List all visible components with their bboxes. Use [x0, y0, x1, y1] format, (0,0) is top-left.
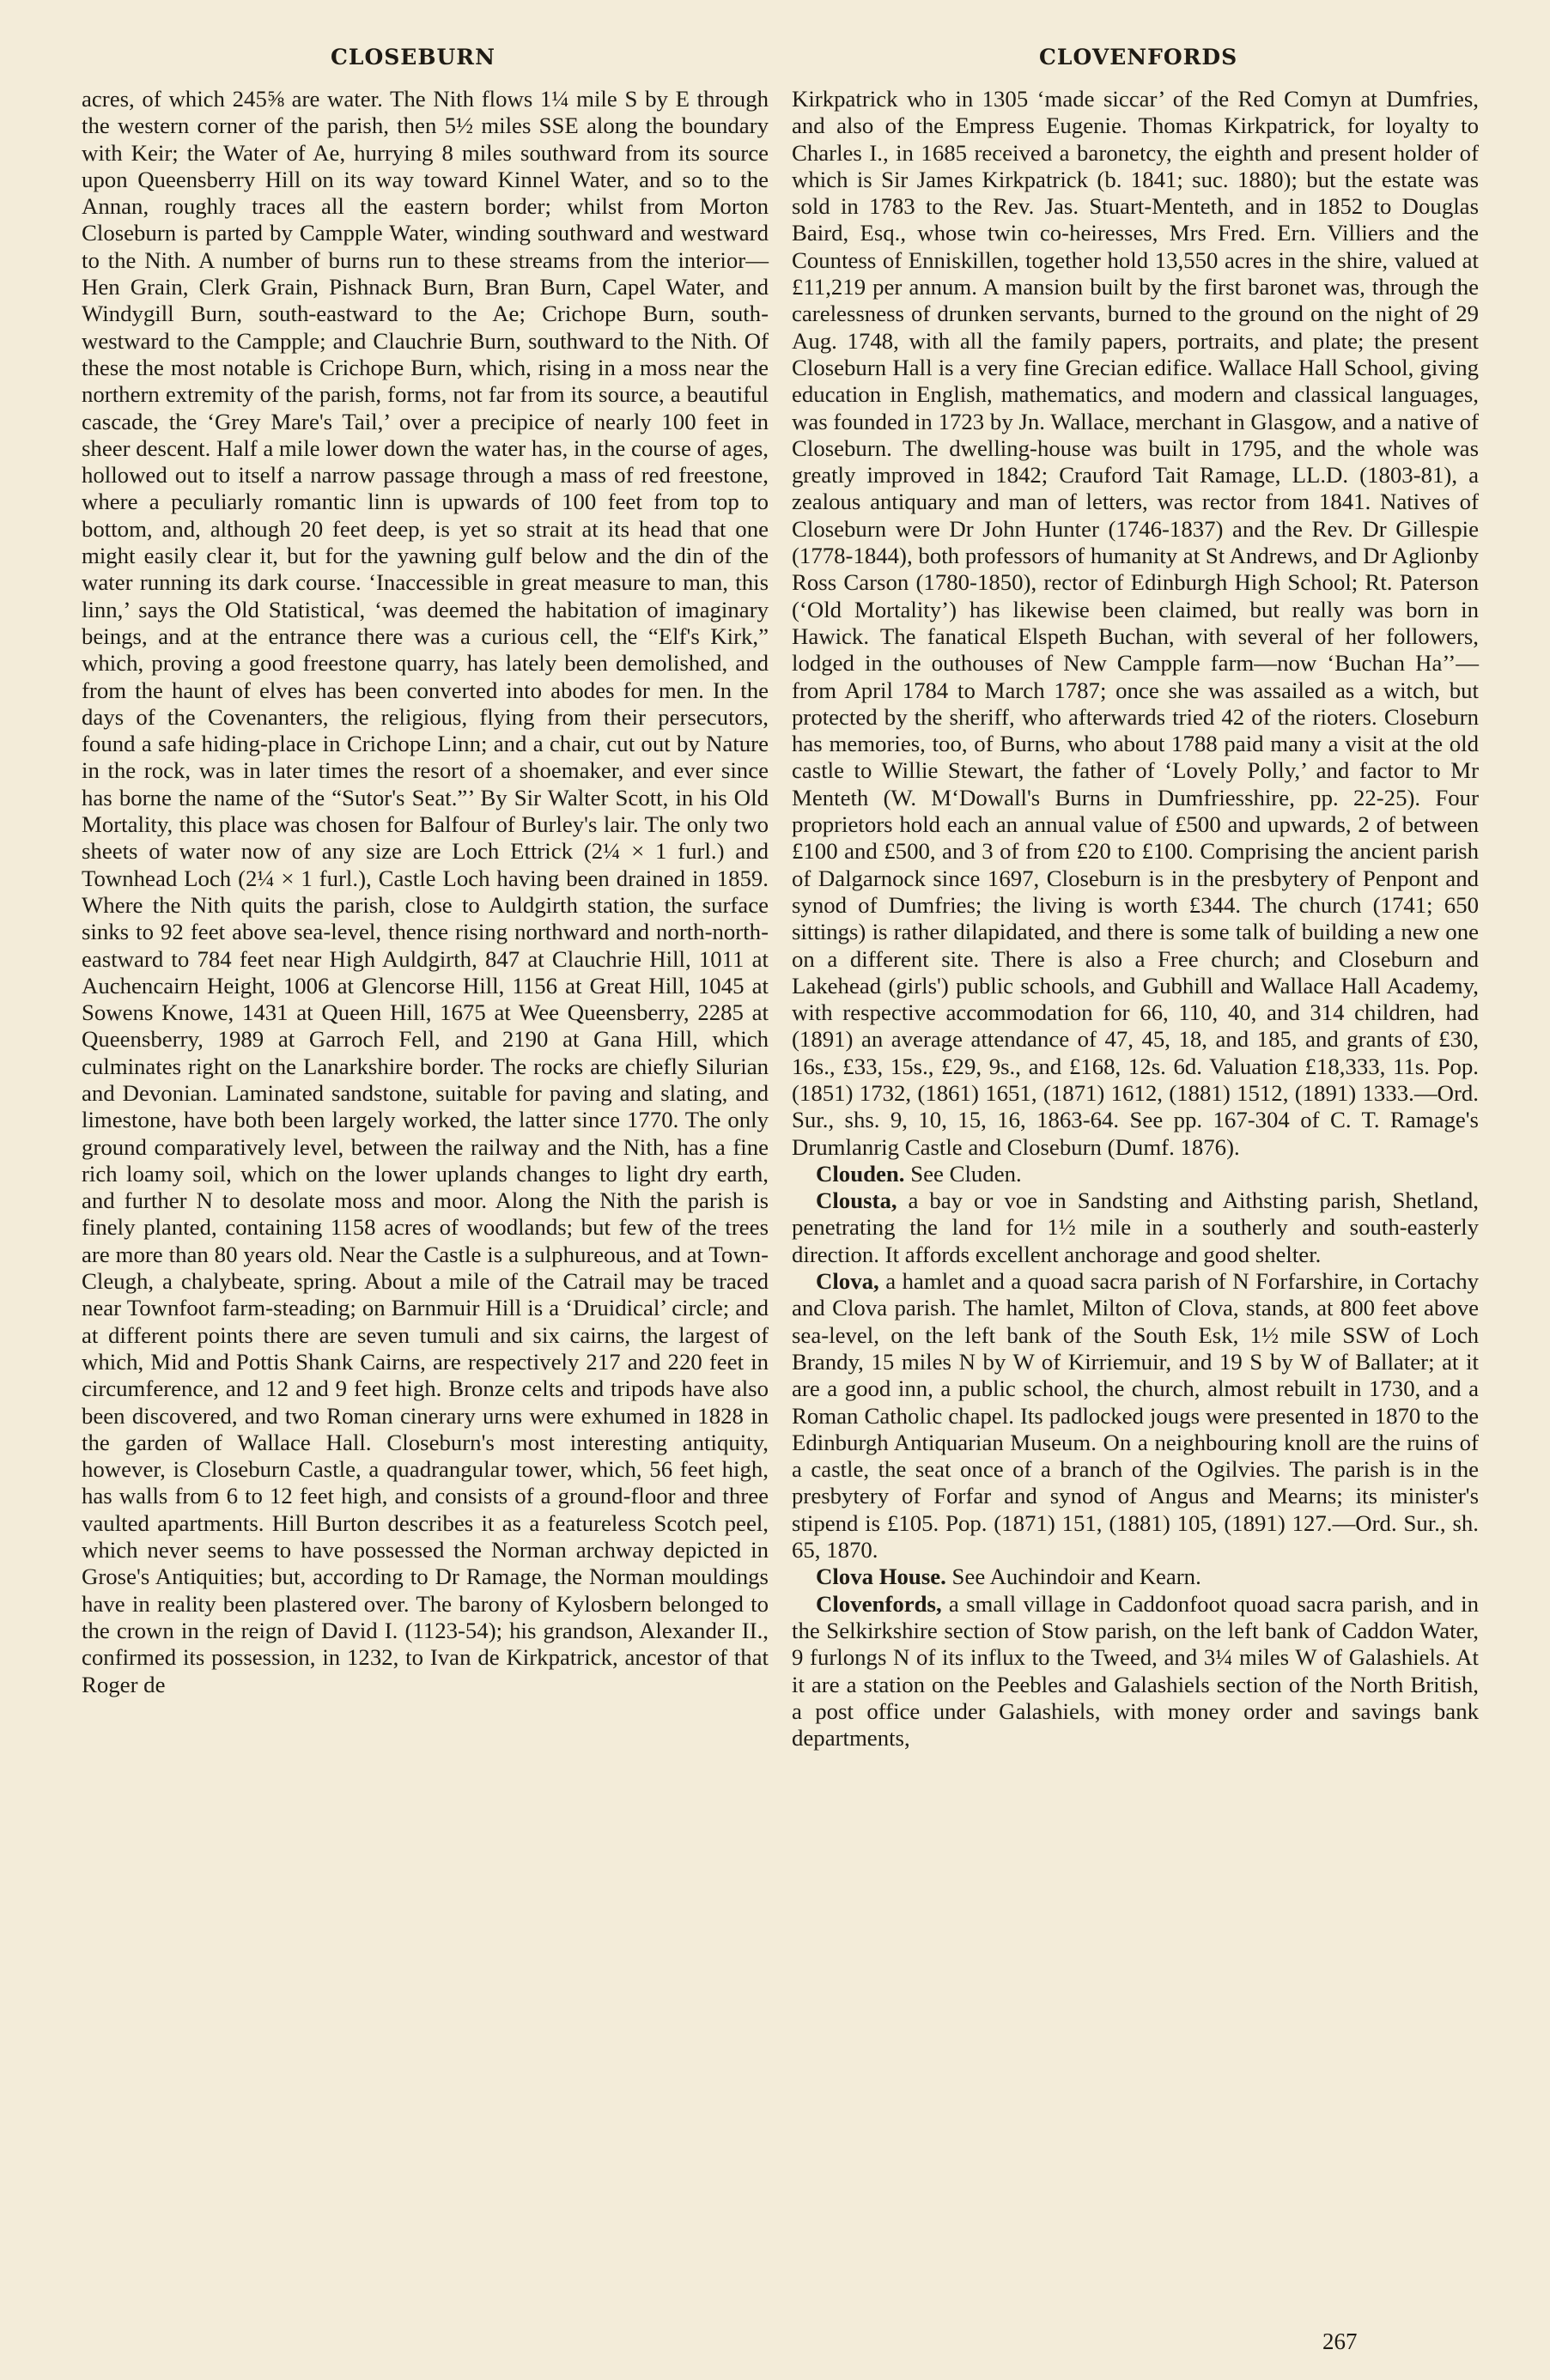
entry-clovenfords — [792, 1591, 1479, 1752]
closeburn-continuation: acres, of which 245⅝ are water. The Nith flows 1¼ mile S by E through the western corner of the parish, then 5½ miles SSE along the boundary with Keir; the Water of Ae, hurrying 8 miles southward from its source upon Queensberry Hill on its way toward Kinnel Water, and so to the Annan, roughly traces all the eastern border; whilst from Morton Closeburn is parted by Campple Water, winding southward and westward to the Nith. A number of burns run to these streams from the interior—Hen Grain, Clerk Grain, Pishnack Burn, Bran Burn, Capel Water, and Windygill Burn, south-eastward to the Ae; Crichope Burn, south-westward to the Campple; and Clauchrie Burn, southward to the Nith. Of these the most notable is Crichope Burn, which, rising in a moss near the northern extremity of the parish, forms, not far from its source, a beautiful cascade, the ‘Grey Mare's Tail,’ over a precipice of nearly 100 feet in sheer descent. Half a mile lower down the water has, in the course of ages, hollowed out to itself a narrow passage through a mass of red freestone, where a peculiarly romantic linn is upwards of 100 feet from top to bottom, and, although 20 feet deep, is yet so strait at its head that one might easily clear it, but for the yawning gulf below and the din of the water running its dark course. ‘Inaccessible in great measure to man, this linn,’ says the Old Statistical, ‘was deemed the habitation of imaginary beings, and at the entrance there was a curious cell, the “Elf's Kirk,” which, proving a good freestone quarry, has lately been demolished, and from the haunt of elves has been converted into abodes for men. In the days of the Covenanters, the religious, flying from their persecutors, found a safe hiding-place in Crichope Linn; and a chair, cut out by Nature in the rock, was in later times the resort of a shoemaker, and ever since has borne the name of the “Sutor's Seat.”’ By Sir Walter Scott, in his Old Mortality, this place was chosen for Balfour of Burley's lair. The only two sheets of water now of any size are Loch Ettrick (2¼ × 1 furl.) and Townhead Loch (2¼ × 1 furl.), Castle Loch having been drained in 1859. Where the Nith quits the parish, close to Auldgirth station, the surface sinks to 92 feet above sea-level, thence rising northward and north-north-eastward to 784 feet near High Auldgirth, 847 at Clauchrie Hill, 1011 at Auchencairn Height, 1006 at Glencorse Hill, 1156 at Great Hill, 1045 at Sowens Knowe, 1431 at Queen Hill, 1675 at Wee Queensberry, 2285 at Queensberry, 1989 at Garroch Fell, and 2190 at Gana Hill, which culminates right on the Lanarkshire border. The rocks are chiefly Silurian and Devonian. Laminated sandstone, suitable for paving and slating, and limestone, have both been largely worked, the latter since 1770. The only ground comparatively level, between the railway and the Nith, has a fine rich loamy soil, which on the lower uplands changes to light dry earth, and further N to desolate moss and moor. Along the Nith the parish is finely planted, containing 1158 acres of woodlands; but few of the trees are more than 80 years old. Near the Castle is a sulphureous, and at Town-Cleugh, a chalybeate, spring. About a mile of the Catrail may be traced near Townfoot farm-steading; on Barnmuir Hill is a ‘Druidical’ circle; and at different points there are seven tumuli and six cairns, the largest of which, Mid and Pottis Shank Cairns, are respectively 217 and 220 feet in circumference, and 12 and 9 feet high. Bronze celts and tripods have also been discovered, and two Roman cinerary urns were exhumed in 1828 in the garden of Wallace Hall. Closeburn's most interesting antiquity, however, is Closeburn Castle, a quadrangular tower, which, 56 feet high, has walls from 6 to 12 feet high, and consists of a ground-floor and three vaulted apartments. Hill Burton describes it as a featureless Scotch peel, which never seems to have possessed the Norman archway depicted in Grose's Antiquities; but, according to Dr Ramage, the Norman mouldings have in reality been plastered over. The barony of Kylosbern belonged to the crown in the reign of David I. (1123-54); his grandson, Alexander II., confirmed its possession, in 1232, to Ivan de Kirkpatrick, ancestor of that Roger de — [82, 86, 769, 1697]
entry-text: a small village in Caddonfoot quoad sacra parish, and in the Selkirkshire section of Stow parish, on the left bank of Caddon Water, 9 furlongs N of its influx to the Tweed, and 3¼ miles W of Galashiels. At it are a station on the Peebles and Galashiels section of the North British, a post office under Galashiels, with money order and savings bank departments, — [792, 1590, 1479, 1752]
left-column — [82, 86, 769, 1698]
closeburn-continuation-2: Kirkpatrick who in 1305 ‘made siccar’ of the Red Comyn at Dumfries, and also of the Empress Eugenie. Thomas Kirkpatrick, for loyalty to Charles I., in 1685 received a baronetcy, the eighth and present holder of which is Sir James Kirkpatrick (b. 1841; suc. 1880); but the estate was sold in 1783 to the Rev. Jas. Stuart-Menteth, and in 1852 to Douglas Baird, Esq., whose twin co-heiresses, Mrs Fred. Ern. Villiers and the Countess of Enniskillen, together hold 13,550 acres in the shire, valued at £11,219 per annum. A mansion built by the first baronet was, through the carelessness of drunken servants, burned to the ground on the night of 29 Aug. 1748, with all the family papers, portraits, and plate; the present Closeburn Hall is a very fine Grecian edifice. Wallace Hall School, giving education in English, mathematics, and modern and classical languages, was founded in 1723 by Jn. Wallace, merchant in Glasgow, and a native of Closeburn. The dwelling-house was built in 1795, and the whole was greatly improved in 1842; Crauford Tait Ramage, LL.D. (1803-81), a zealous antiquary and man of letters, was rector from 1841. Natives of Closeburn were Dr John Hunter (1746-1837) and the Rev. Dr Gillespie (1778-1844), both professors of humanity at St Andrews, and Dr Aglionby Ross Carson (1780-1850), rector of Edinburgh High School; Rt. Paterson (‘Old Mortality’) has likewise been claimed, but really was born in Hawick. The fanatical Elspeth Buchan, with several of her followers, lodged in the outhouses of New Campple farm—now ‘Buchan Ha’’—from April 1784 to March 1787; once she was assailed as a witch, but protected by the sheriff, who afterwards tried 42 of the rioters. Closeburn has memories, too, of Burns, who about 1788 paid many a visit at the old castle to Willie Stewart, the father of ‘Lovely Polly,’ and factor to Mr Menteth (W. M‘Dowall's Burns in Dumfriesshire, pp. 22-25). Four proprietors hold each an annual value of £500 and upwards, 2 of between £100 and £500, and 3 of from £20 to £100. Comprising the ancient parish of Dalgarnock since 1697, Closeburn is in the presbytery of Penpont and synod of Dumfries; the living is worth £344. The church (1741; 650 sittings) is rather dilapidated, and there is some talk of building a new one on a different site. There is also a Free church; and Closeburn and Lakehead (girls') public schools, and Gubhill and Wallace Hall Academy, with respective accommodation for 66, 110, 40, and 314 children, had (1891) an average attendance of 47, 45, 18, and 185, and grants of £30, 16s., £33, 15s., £29, 9s., and £168, 12s. 6d. Valuation £18,333, 11s. Pop. (1851) 1732, (1861) 1651, (1871) 1612, (1881) 1512, (1891) 1333.—Ord. Sur., shs. 9, 10, 15, 16, 1863-64. See pp. 167-304 of C. T. Ramage's Drumlanrig Castle and Closeburn (Dumf. 1876). — [792, 86, 1479, 1160]
entry-clova — [792, 1268, 1479, 1563]
entry-text: See Auchindoir and Kearn. — [945, 1563, 1201, 1590]
headword: Clouden. — [816, 1160, 905, 1187]
entry-clouden — [792, 1161, 1479, 1187]
headword: Clousta, — [816, 1187, 897, 1214]
headword: Clova, — [816, 1268, 879, 1295]
headword: Clova House. — [816, 1563, 946, 1590]
page-number: 267 — [1322, 2328, 1358, 2354]
entry-text: See Cluden. — [904, 1160, 1022, 1187]
running-head-right: CLOVENFORDS — [1039, 45, 1238, 70]
entry-clousta — [792, 1187, 1479, 1268]
entry-text: a hamlet and a quoad sacra parish of N Forfarshire, in Cortachy and Clova parish. The hamlet, Milton of Clova, stands, at 800 feet above sea-level, on the left bank of the South Esk, 1½ mile SSW of Loch Brandy, 15 miles N by W of Kirriemuir, and 19 S by W of Ballater; at it are a good inn, a public school, the church, almost rebuilt in 1730, and a Roman Catholic chapel. Its padlocked jougs were presented in 1870 to the Edinburgh Antiquarian Museum. On a neighbouring knoll are the ruins of a castle, the seat once of a branch of the Ogilvies. The parish is in the presbytery of Forfar and synod of Angus and Mearns; its minister's stipend is £105. Pop. (1871) 151, (1881) 105, (1891) 127.—Ord. Sur., sh. 65, 1870. — [792, 1268, 1479, 1563]
entry-text: a bay or voe in Sandsting and Aithsting parish, Shetland, penetrating the land for 1½ mile in a southerly and south-easterly direction. It affords excellent anchorage and good shelter. — [792, 1187, 1479, 1267]
running-head-left: CLOSEBURN — [331, 45, 495, 70]
right-column — [792, 86, 1479, 1752]
entry-clova-house — [792, 1563, 1479, 1590]
headword: Clovenfords, — [816, 1590, 942, 1617]
